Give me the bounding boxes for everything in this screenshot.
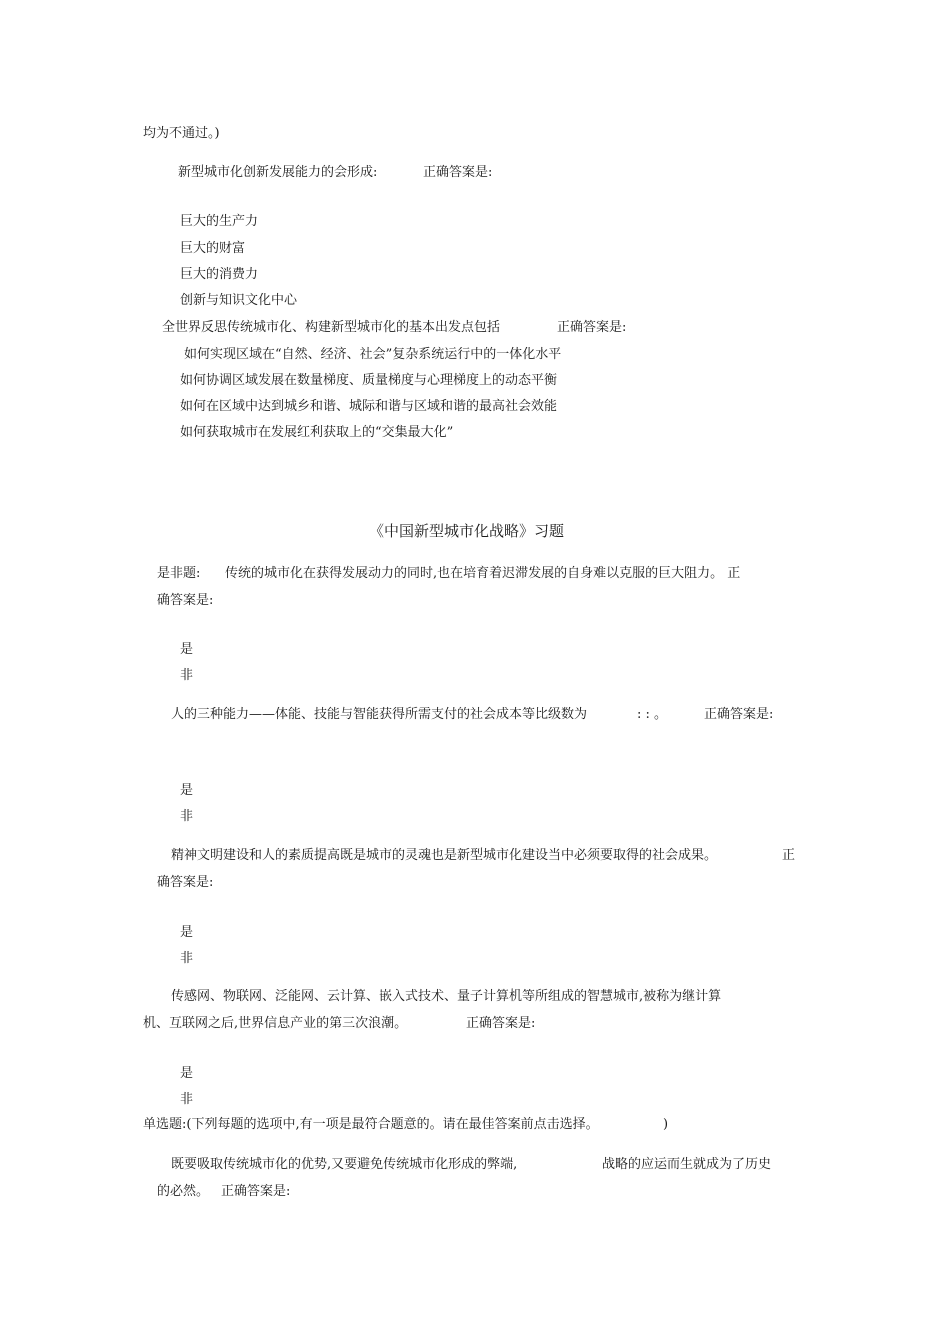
- answer-label: 确答案是:: [157, 593, 214, 608]
- ratio-blanks: : : 。: [637, 707, 668, 722]
- question-text: 的必然。: [157, 1184, 210, 1199]
- answer-label: 确答案是:: [157, 875, 214, 890]
- option-item[interactable]: 创新与知识文化中心: [180, 293, 298, 308]
- question-prompt: 全世界反思传统城市化、构建新型城市化的基本出发点包括: [162, 320, 501, 335]
- question-text: 既要吸取传统城市化的优势,又要避免传统城市化形成的弊端,: [171, 1157, 518, 1172]
- option-item[interactable]: 如何实现区域在“自然、经济、社会”复杂系统运行中的一体化水平: [184, 347, 562, 362]
- option-yes[interactable]: 是: [180, 925, 194, 940]
- option-yes[interactable]: 是: [180, 1066, 194, 1081]
- option-item[interactable]: 巨大的消费力: [180, 267, 259, 282]
- question-text: 战略的应运而生就成为了历史: [602, 1157, 772, 1172]
- option-item[interactable]: 如何获取城市在发展红利获取上的“交集最大化”: [180, 425, 454, 440]
- question-text: 传感网、物联网、泛能网、云计算、嵌入式技术、量子计算机等所组成的智慧城市,被称为继计算: [171, 989, 722, 1004]
- answer-label: 正确答案是:: [466, 1016, 536, 1031]
- question-text-tail: 正: [782, 848, 796, 863]
- answer-label: 正确答案是:: [423, 165, 493, 180]
- section-heading-close: ): [663, 1117, 669, 1132]
- option-item[interactable]: 如何在区域中达到城乡和谐、城际和谐与区域和谐的最高社会效能: [180, 399, 558, 414]
- carryover-text: 均为不通过。): [143, 126, 220, 141]
- option-no[interactable]: 非: [180, 1092, 194, 1107]
- option-yes[interactable]: 是: [180, 783, 194, 798]
- question-prompt: 新型城市化创新发展能力的会形成:: [178, 165, 378, 180]
- option-item[interactable]: 如何协调区域发展在数量梯度、质量梯度与心理梯度上的动态平衡: [180, 373, 558, 388]
- question-text: 精神文明建设和人的素质提高既是城市的灵魂也是新型城市化建设当中必须要取得的社会成果。: [171, 848, 718, 863]
- option-no[interactable]: 非: [180, 668, 194, 683]
- question-text: 人的三种能力——体能、技能与智能获得所需支付的社会成本等比级数为: [171, 707, 588, 722]
- option-yes[interactable]: 是: [180, 642, 194, 657]
- question-text: 机、互联网之后,世界信息产业的第三次浪潮。: [143, 1016, 408, 1031]
- section-heading: 是非题:: [157, 566, 201, 581]
- section-title: 《中国新型城市化战略》习题: [369, 522, 565, 540]
- answer-label: 正确答案是:: [221, 1184, 291, 1199]
- option-no[interactable]: 非: [180, 809, 194, 824]
- section-heading: 单选题:(下列每题的选项中,有一项是最符合题意的。请在最佳答案前点击选择。: [143, 1117, 599, 1132]
- answer-label: 正确答案是:: [704, 707, 774, 722]
- question-text: 传统的城市化在获得发展动力的同时,也在培育着迟滞发展的自身难以克服的巨大阻力。 正: [225, 566, 741, 581]
- option-item[interactable]: 巨大的财富: [180, 241, 246, 256]
- option-item[interactable]: 巨大的生产力: [180, 214, 259, 229]
- option-no[interactable]: 非: [180, 951, 194, 966]
- answer-label: 正确答案是:: [557, 320, 627, 335]
